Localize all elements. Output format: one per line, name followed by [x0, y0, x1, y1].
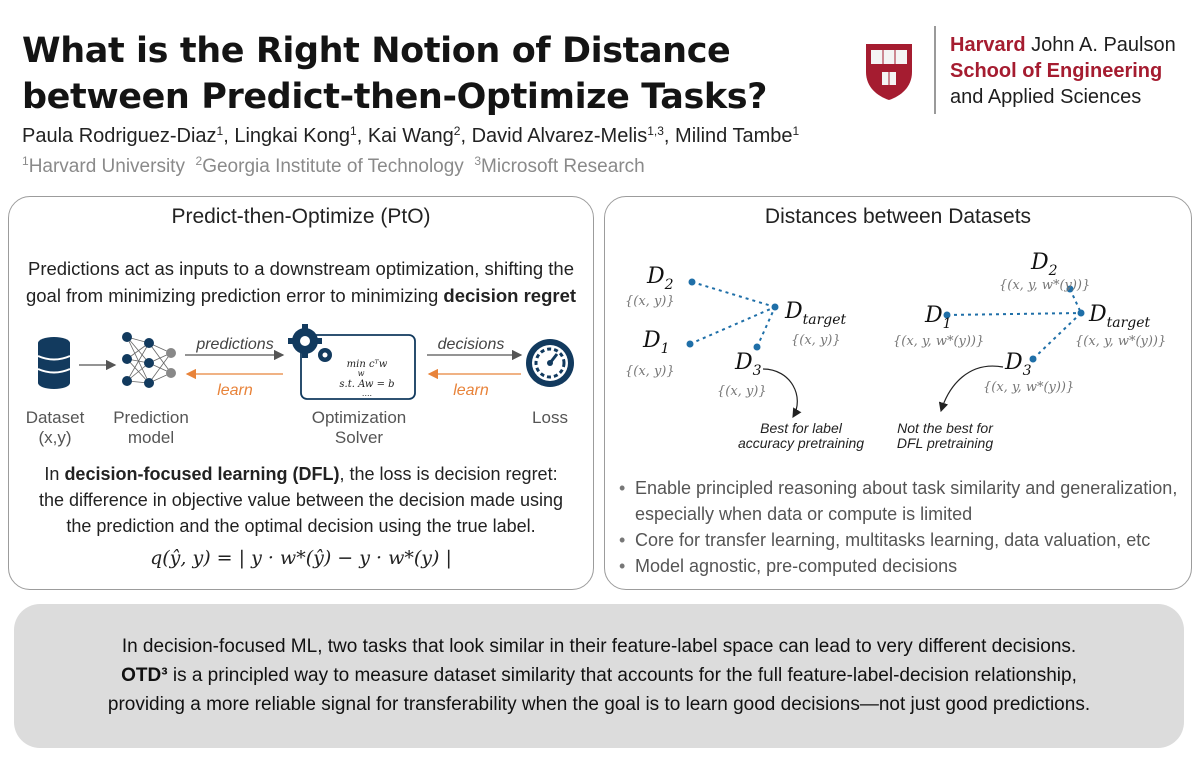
author-separator: , — [460, 125, 472, 147]
method-name: OTD³ — [121, 665, 168, 686]
pto-pipeline-diagram — [9, 197, 595, 457]
author-affil-sup: 1,3 — [647, 124, 664, 138]
database-icon — [38, 337, 70, 389]
pto-intro-bold: decision regret — [443, 285, 577, 306]
benefit-item: • Core for transfer learning, multitasks learning, data valuation, etc — [619, 527, 1189, 553]
dfl-plain-a: In — [44, 464, 65, 484]
author-affil-sup: 2 — [453, 124, 461, 138]
benefit-item: • Model agnostic, pre-computed decisions — [619, 553, 1189, 579]
pto-panel — [8, 196, 594, 590]
d2-sub: 2 — [1048, 263, 1058, 279]
predictions-label: predictions — [196, 336, 274, 353]
learn-label-right: learn — [453, 382, 489, 399]
author-affil-sup: 1 — [792, 124, 800, 138]
learn-label-left: learn — [217, 382, 253, 399]
d2-label: D — [647, 264, 665, 289]
d3-sub: 3 — [1022, 363, 1032, 379]
right-note-line1: Not the best for — [897, 420, 993, 436]
affil-sup: 1 — [22, 154, 29, 168]
distances-panel — [604, 196, 1192, 590]
d1-label: D — [643, 328, 661, 353]
d3-label: D — [735, 350, 753, 375]
dtarget-sub: target — [1106, 315, 1151, 331]
opt-variable: w — [357, 369, 365, 378]
svg-text:D1 — [924, 303, 952, 332]
dtarget-label: D — [1089, 302, 1107, 327]
d3-set: {(x, y, w*(y))} — [983, 380, 1075, 395]
dfl-description — [9, 461, 593, 539]
author-name: Paula Rodriguez-Diaz — [22, 125, 217, 147]
neural-network-icon — [122, 332, 176, 388]
dfl-line2: the difference in objective value between the decision made using — [38, 490, 563, 510]
svg-text:D1 — [642, 328, 670, 357]
opt-dots: .... — [361, 389, 373, 398]
d2-sub: 2 — [664, 277, 674, 293]
dtarget-set: {(x, y)} — [791, 333, 841, 348]
author-name: David Alvarez-Melis — [471, 125, 648, 147]
harvard-shield-icon — [864, 42, 914, 102]
d3-label: D — [1005, 350, 1023, 375]
d3-node — [754, 344, 761, 351]
d2-label: D — [1031, 250, 1049, 275]
pto-intro-plain: goal from minimizing prediction error to minimizing — [25, 285, 444, 306]
d1-set: {(x, y)} — [625, 364, 675, 379]
author-list — [22, 124, 799, 148]
dataset-label: Dataset — [25, 408, 85, 427]
loss-label: Loss — [532, 408, 568, 427]
d2-set: {(x, y, w*(y))} — [999, 278, 1091, 293]
logo-divider — [934, 26, 936, 114]
author-separator: , — [356, 125, 368, 147]
left-note-line1: Best for label — [760, 420, 842, 436]
logo-school: School of Engineering — [950, 60, 1163, 82]
right-note-line2: DFL pretraining — [896, 435, 994, 451]
d1-label: D — [925, 303, 943, 328]
opt-objective: min cᵀw — [346, 359, 388, 370]
svg-text:Dtarget — [1088, 302, 1151, 331]
affil-sup: 3 — [474, 154, 482, 168]
svg-text:D3 — [1004, 350, 1032, 379]
pto-panel-title: Predict-then-Optimize (PtO) — [171, 205, 431, 228]
d1-node — [687, 341, 694, 348]
dfl-line3: the prediction and the optimal decision using the true label. — [66, 516, 536, 536]
svg-text:D2 — [646, 264, 674, 293]
pto-intro-line1: Predictions act as inputs to a downstream optimization, shifting the — [27, 258, 575, 279]
author-name: Lingkai Kong — [234, 125, 351, 147]
d1-set: {(x, y, w*(y))} — [893, 334, 985, 349]
author-separator: , — [223, 125, 235, 147]
solver-label: Solver — [334, 428, 384, 447]
d1-sub: 1 — [942, 316, 952, 332]
dfl-bold: decision-focused learning (DFL) — [64, 464, 340, 484]
logo-harvard: Harvard — [950, 34, 1026, 56]
author-name: Kai Wang — [367, 125, 454, 147]
affil-sup: 2 — [195, 154, 203, 168]
affiliation-list — [22, 154, 645, 178]
title-line-1: What is the Right Notion of Distance — [22, 31, 731, 71]
logo-paulson: John A. Paulson — [1025, 34, 1176, 56]
poster-title — [22, 28, 842, 120]
summary-line2 — [14, 661, 1184, 690]
summary-line2-rest: is a principled way to measure dataset similarity that accounts for the full feature-label-decision relationship, — [167, 665, 1077, 686]
opt-constraint: s.t. Aw = b — [339, 379, 395, 390]
author-affil-sup: 1 — [350, 124, 357, 138]
svg-text:D3 — [734, 350, 762, 379]
author-separator: , — [663, 125, 676, 147]
decisions-label: decisions — [437, 336, 505, 353]
seas-logo-text — [950, 32, 1176, 110]
svg-text:Dtarget — [784, 299, 847, 328]
gear-icon — [288, 324, 332, 362]
dataset-distance-diagram — [605, 197, 1193, 467]
dataset-xy-label: (x,y) — [38, 428, 72, 447]
affil-name: Microsoft Research — [481, 156, 645, 177]
model-label: Prediction — [113, 408, 189, 427]
benefit-item: • Enable principled reasoning about task similarity and generalization, especially when data or compute is limited — [619, 475, 1189, 527]
decision-space-diagram — [893, 250, 1166, 451]
dtarget-set: {(x, y, w*(y))} — [1075, 334, 1167, 349]
dtarget-sub: target — [802, 312, 847, 328]
summary-line3: providing a more reliable signal for transferability when the goal is to learn good decisions—not just good predictions. — [107, 694, 1091, 715]
label-space-diagram — [625, 264, 864, 451]
left-note-line2: accuracy pretraining — [737, 435, 865, 451]
dtarget-node — [772, 304, 779, 311]
dfl-line1 — [9, 461, 593, 487]
title-line-2: between Predict-then-Optimize Tasks? — [22, 77, 768, 117]
d3-node — [1030, 356, 1037, 363]
logo-applied: and Applied Sciences — [950, 86, 1142, 108]
regret-formula: q(ŷ, y) = | y · w*(ŷ) − y · w*(y) | — [150, 547, 452, 569]
affil-name: Harvard University — [28, 156, 185, 177]
svg-text:D2 — [1030, 250, 1058, 279]
author-affil-sup: 1 — [216, 124, 224, 138]
gauge-icon — [526, 339, 574, 387]
summary-box — [14, 604, 1184, 748]
d2-node — [689, 279, 696, 286]
d1-sub: 1 — [660, 341, 670, 357]
dtarget-node — [1078, 310, 1085, 317]
affil-name: Georgia Institute of Technology — [202, 156, 464, 177]
benefit-list — [619, 475, 1189, 579]
optimization-label: Optimization — [311, 408, 407, 427]
d3-set: {(x, y)} — [717, 384, 767, 399]
d2-set: {(x, y)} — [625, 294, 675, 309]
dfl-plain-b: , the loss is decision regret: — [339, 464, 558, 484]
dtarget-label: D — [785, 299, 803, 324]
d3-sub: 3 — [752, 363, 762, 379]
distances-panel-title: Distances between Datasets — [764, 205, 1032, 228]
model-label-2: model — [127, 428, 175, 447]
author-name: Milind Tambe — [675, 125, 793, 147]
summary-line1: In decision-focused ML, two tasks that look similar in their feature-label space can lead to very different decisions. — [121, 636, 1077, 657]
